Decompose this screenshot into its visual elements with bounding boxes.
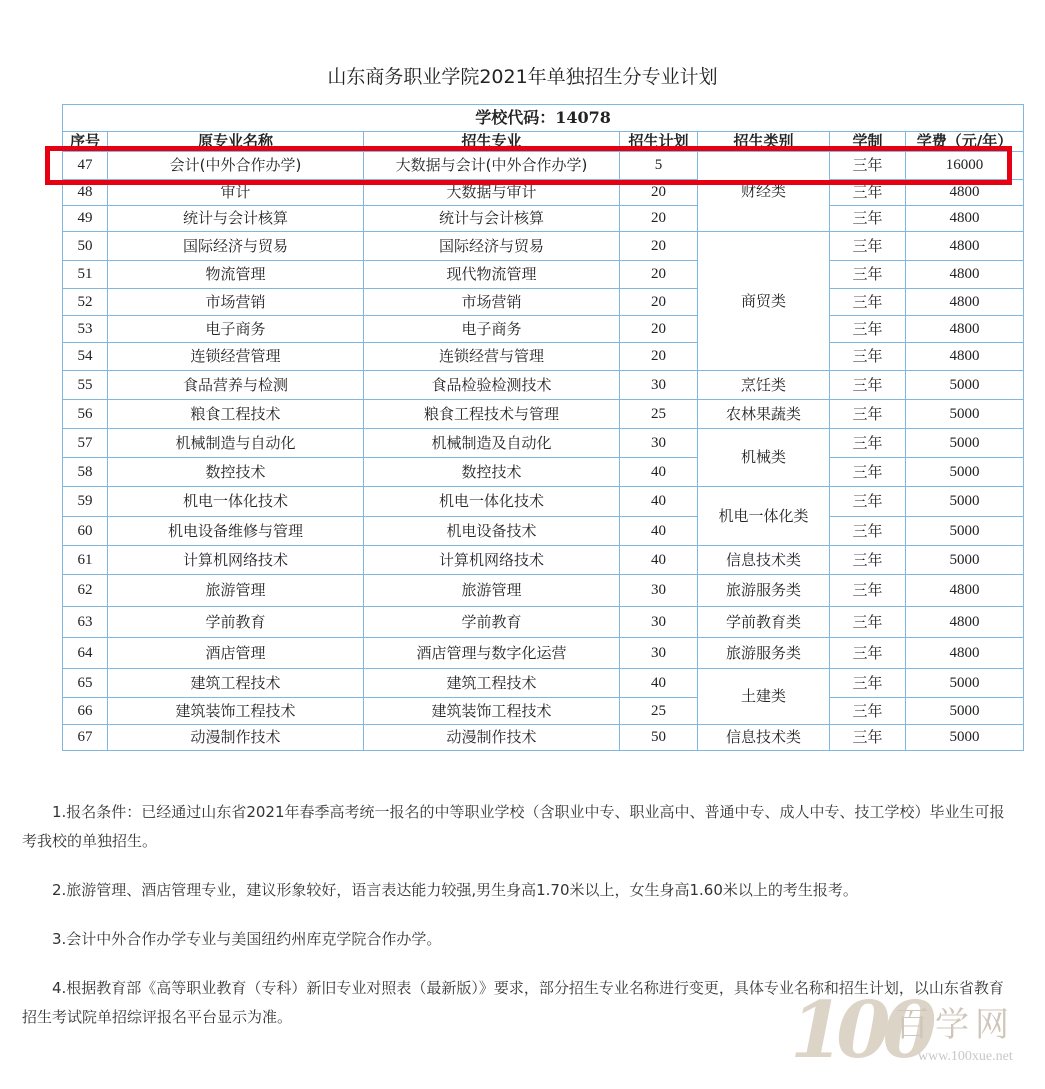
row-plan: 40 (620, 487, 698, 517)
row-plan: 30 (620, 429, 698, 458)
watermark-url: www.100xue.net (918, 1049, 1013, 1064)
row-major: 建筑工程技术 (364, 669, 620, 698)
row-plan: 20 (620, 261, 698, 289)
row-fee: 5000 (906, 669, 1024, 698)
row-major: 统计与会计核算 (364, 206, 620, 232)
row-years: 三年 (830, 400, 906, 429)
row-plan: 40 (620, 458, 698, 487)
school-code: 学校代码：14078 (63, 105, 1024, 132)
row-major: 机械制造及自动化 (364, 429, 620, 458)
row-years: 三年 (830, 517, 906, 546)
row-old-major: 机电一体化技术 (108, 487, 364, 517)
table-row (63, 725, 1024, 751)
row-plan: 20 (620, 206, 698, 232)
row-years: 三年 (830, 546, 906, 575)
table-row (63, 343, 1024, 371)
row-major: 建筑装饰工程技术 (364, 698, 620, 725)
row-category: 旅游服务类 (698, 575, 830, 607)
row-plan: 30 (620, 638, 698, 669)
row-old-major: 电子商务 (108, 316, 364, 343)
row-years: 三年 (830, 261, 906, 289)
row-fee: 5000 (906, 487, 1024, 517)
table-row (63, 607, 1024, 638)
row-no: 58 (63, 458, 108, 487)
row-fee: 5000 (906, 517, 1024, 546)
row-major: 连锁经营与管理 (364, 343, 620, 371)
row-old-major: 数控技术 (108, 458, 364, 487)
note-2: 2.旅游管理、酒店管理专业，建议形象较好，语言表达能力较强,男生身高1.70米以上，女生身高1.60米以上的考生报考。 (52, 881, 858, 899)
row-fee: 5000 (906, 371, 1024, 400)
row-category: 机械类 (698, 429, 830, 487)
row-category: 机电一体化类 (698, 487, 830, 546)
row-years: 三年 (830, 638, 906, 669)
row-no: 67 (63, 725, 108, 751)
header-plan: 招生计划 (620, 132, 698, 152)
row-major: 市场营销 (364, 289, 620, 316)
row-major: 学前教育 (364, 607, 620, 638)
row-no: 48 (63, 180, 108, 206)
row-fee: 5000 (906, 400, 1024, 429)
row-no: 61 (63, 546, 108, 575)
row-no: 55 (63, 371, 108, 400)
row-old-major: 粮食工程技术 (108, 400, 364, 429)
row-major: 机电一体化技术 (364, 487, 620, 517)
row-major: 大数据与会计(中外合作办学) (364, 152, 620, 180)
row-fee: 5000 (906, 458, 1024, 487)
row-plan: 5 (620, 152, 698, 180)
row-major: 酒店管理与数字化运营 (364, 638, 620, 669)
row-category: 信息技术类 (698, 725, 830, 751)
watermark-digits: 100 (790, 985, 929, 1076)
row-years: 三年 (830, 429, 906, 458)
table-row (63, 546, 1024, 575)
row-fee: 5000 (906, 698, 1024, 725)
row-old-major: 国际经济与贸易 (108, 232, 364, 261)
row-old-major: 食品营养与检测 (108, 371, 364, 400)
row-years: 三年 (830, 206, 906, 232)
note-1: 1.报名条件：已经通过山东省2021年春季高考统一报名的中等职业学校（含职业中专、职业高中、普通中专、成人中专、技工学校）毕业生可报考我校的单独招生。 (22, 803, 1005, 850)
row-no: 47 (63, 152, 108, 180)
row-fee: 5000 (906, 725, 1024, 751)
row-years: 三年 (830, 152, 906, 180)
row-no: 60 (63, 517, 108, 546)
row-category: 学前教育类 (698, 607, 830, 638)
row-old-major: 会计(中外合作办学) (108, 152, 364, 180)
row-plan: 25 (620, 698, 698, 725)
row-years: 三年 (830, 458, 906, 487)
row-old-major: 物流管理 (108, 261, 364, 289)
row-category: 财经类 (698, 152, 830, 232)
row-years: 三年 (830, 371, 906, 400)
row-years: 三年 (830, 669, 906, 698)
table-row (63, 232, 1024, 261)
row-no: 64 (63, 638, 108, 669)
row-old-major: 酒店管理 (108, 638, 364, 669)
row-fee: 5000 (906, 429, 1024, 458)
header-category: 招生类别 (698, 132, 830, 152)
watermark-text: 百学网 (895, 1005, 1015, 1045)
row-old-major: 计算机网络技术 (108, 546, 364, 575)
row-plan: 30 (620, 607, 698, 638)
row-plan: 20 (620, 232, 698, 261)
table-row (63, 638, 1024, 669)
row-fee: 4800 (906, 316, 1024, 343)
row-fee: 16000 (906, 152, 1024, 180)
row-plan: 40 (620, 669, 698, 698)
enrollment-plan-table (62, 104, 1024, 751)
row-category: 烹饪类 (698, 371, 830, 400)
row-fee: 4800 (906, 206, 1024, 232)
row-years: 三年 (830, 725, 906, 751)
row-plan: 20 (620, 180, 698, 206)
row-fee: 4800 (906, 232, 1024, 261)
page-title: 山东商务职业学院2021年单独招生分专业计划 (327, 66, 718, 88)
row-old-major: 连锁经营管理 (108, 343, 364, 371)
header-no: 序号 (63, 132, 108, 152)
row-no: 57 (63, 429, 108, 458)
row-years: 三年 (830, 343, 906, 371)
row-years: 三年 (830, 575, 906, 607)
table-row (63, 698, 1024, 725)
row-years: 三年 (830, 607, 906, 638)
row-category: 商贸类 (698, 232, 830, 371)
row-old-major: 机械制造与自动化 (108, 429, 364, 458)
row-plan: 40 (620, 546, 698, 575)
table-row (63, 400, 1024, 429)
row-old-major: 建筑工程技术 (108, 669, 364, 698)
row-old-major: 建筑装饰工程技术 (108, 698, 364, 725)
row-old-major: 审计 (108, 180, 364, 206)
table-row (63, 371, 1024, 400)
row-no: 63 (63, 607, 108, 638)
table-row (63, 261, 1024, 289)
row-old-major: 机电设备维修与管理 (108, 517, 364, 546)
row-plan: 30 (620, 575, 698, 607)
table-row (63, 517, 1024, 546)
table-row (63, 180, 1024, 206)
row-no: 53 (63, 316, 108, 343)
table-row (63, 316, 1024, 343)
row-years: 三年 (830, 180, 906, 206)
row-plan: 30 (620, 371, 698, 400)
row-major: 国际经济与贸易 (364, 232, 620, 261)
row-no: 49 (63, 206, 108, 232)
row-no: 66 (63, 698, 108, 725)
row-years: 三年 (830, 316, 906, 343)
row-years: 三年 (830, 487, 906, 517)
row-old-major: 学前教育 (108, 607, 364, 638)
row-major: 动漫制作技术 (364, 725, 620, 751)
header-major: 招生专业 (364, 132, 620, 152)
note-4: 4.根据教育部《高等职业教育（专科）新旧专业对照表（最新版）》要求，部分招生专业名称进行变更，具体专业名称和招生计划，以山东省教育招生考试院单招综评报名平台显示为准。 (22, 979, 1004, 1026)
row-old-major: 统计与会计核算 (108, 206, 364, 232)
header-years: 学制 (830, 132, 906, 152)
row-plan: 20 (620, 343, 698, 371)
row-years: 三年 (830, 232, 906, 261)
row-no: 65 (63, 669, 108, 698)
table-row (63, 206, 1024, 232)
row-fee: 4800 (906, 261, 1024, 289)
row-old-major: 市场营销 (108, 289, 364, 316)
row-fee: 4800 (906, 180, 1024, 206)
row-category: 土建类 (698, 669, 830, 725)
row-fee: 4800 (906, 575, 1024, 607)
row-plan: 20 (620, 289, 698, 316)
header-fee: 学费（元/年） (906, 132, 1024, 152)
row-category: 信息技术类 (698, 546, 830, 575)
row-years: 三年 (830, 698, 906, 725)
row-old-major: 旅游管理 (108, 575, 364, 607)
row-plan: 20 (620, 316, 698, 343)
row-category: 旅游服务类 (698, 638, 830, 669)
row-plan: 25 (620, 400, 698, 429)
watermark-logo (790, 985, 1040, 1080)
table-header-row (63, 132, 1024, 152)
row-plan: 40 (620, 517, 698, 546)
row-major: 旅游管理 (364, 575, 620, 607)
row-major: 计算机网络技术 (364, 546, 620, 575)
note-3: 3.会计中外合作办学专业与美国纽约州库克学院合作办学。 (52, 930, 442, 948)
row-fee: 5000 (906, 546, 1024, 575)
row-major: 粮食工程技术与管理 (364, 400, 620, 429)
row-major: 现代物流管理 (364, 261, 620, 289)
row-no: 62 (63, 575, 108, 607)
row-years: 三年 (830, 289, 906, 316)
row-no: 52 (63, 289, 108, 316)
row-major: 机电设备技术 (364, 517, 620, 546)
row-no: 56 (63, 400, 108, 429)
table-row (63, 669, 1024, 698)
row-no: 54 (63, 343, 108, 371)
row-plan: 50 (620, 725, 698, 751)
header-old-major: 原专业名称 (108, 132, 364, 152)
row-no: 59 (63, 487, 108, 517)
row-fee: 4800 (906, 343, 1024, 371)
row-major: 数控技术 (364, 458, 620, 487)
row-fee: 4800 (906, 638, 1024, 669)
row-fee: 4800 (906, 289, 1024, 316)
table-row (63, 575, 1024, 607)
row-major: 大数据与审计 (364, 180, 620, 206)
table-row (63, 429, 1024, 458)
row-major: 食品检验检测技术 (364, 371, 620, 400)
row-category: 农林果蔬类 (698, 400, 830, 429)
row-fee: 4800 (906, 607, 1024, 638)
row-old-major: 动漫制作技术 (108, 725, 364, 751)
table-row (63, 487, 1024, 517)
row-no: 51 (63, 261, 108, 289)
table-row (63, 458, 1024, 487)
table-row (63, 152, 1024, 180)
row-major: 电子商务 (364, 316, 620, 343)
row-no: 50 (63, 232, 108, 261)
table-row (63, 289, 1024, 316)
